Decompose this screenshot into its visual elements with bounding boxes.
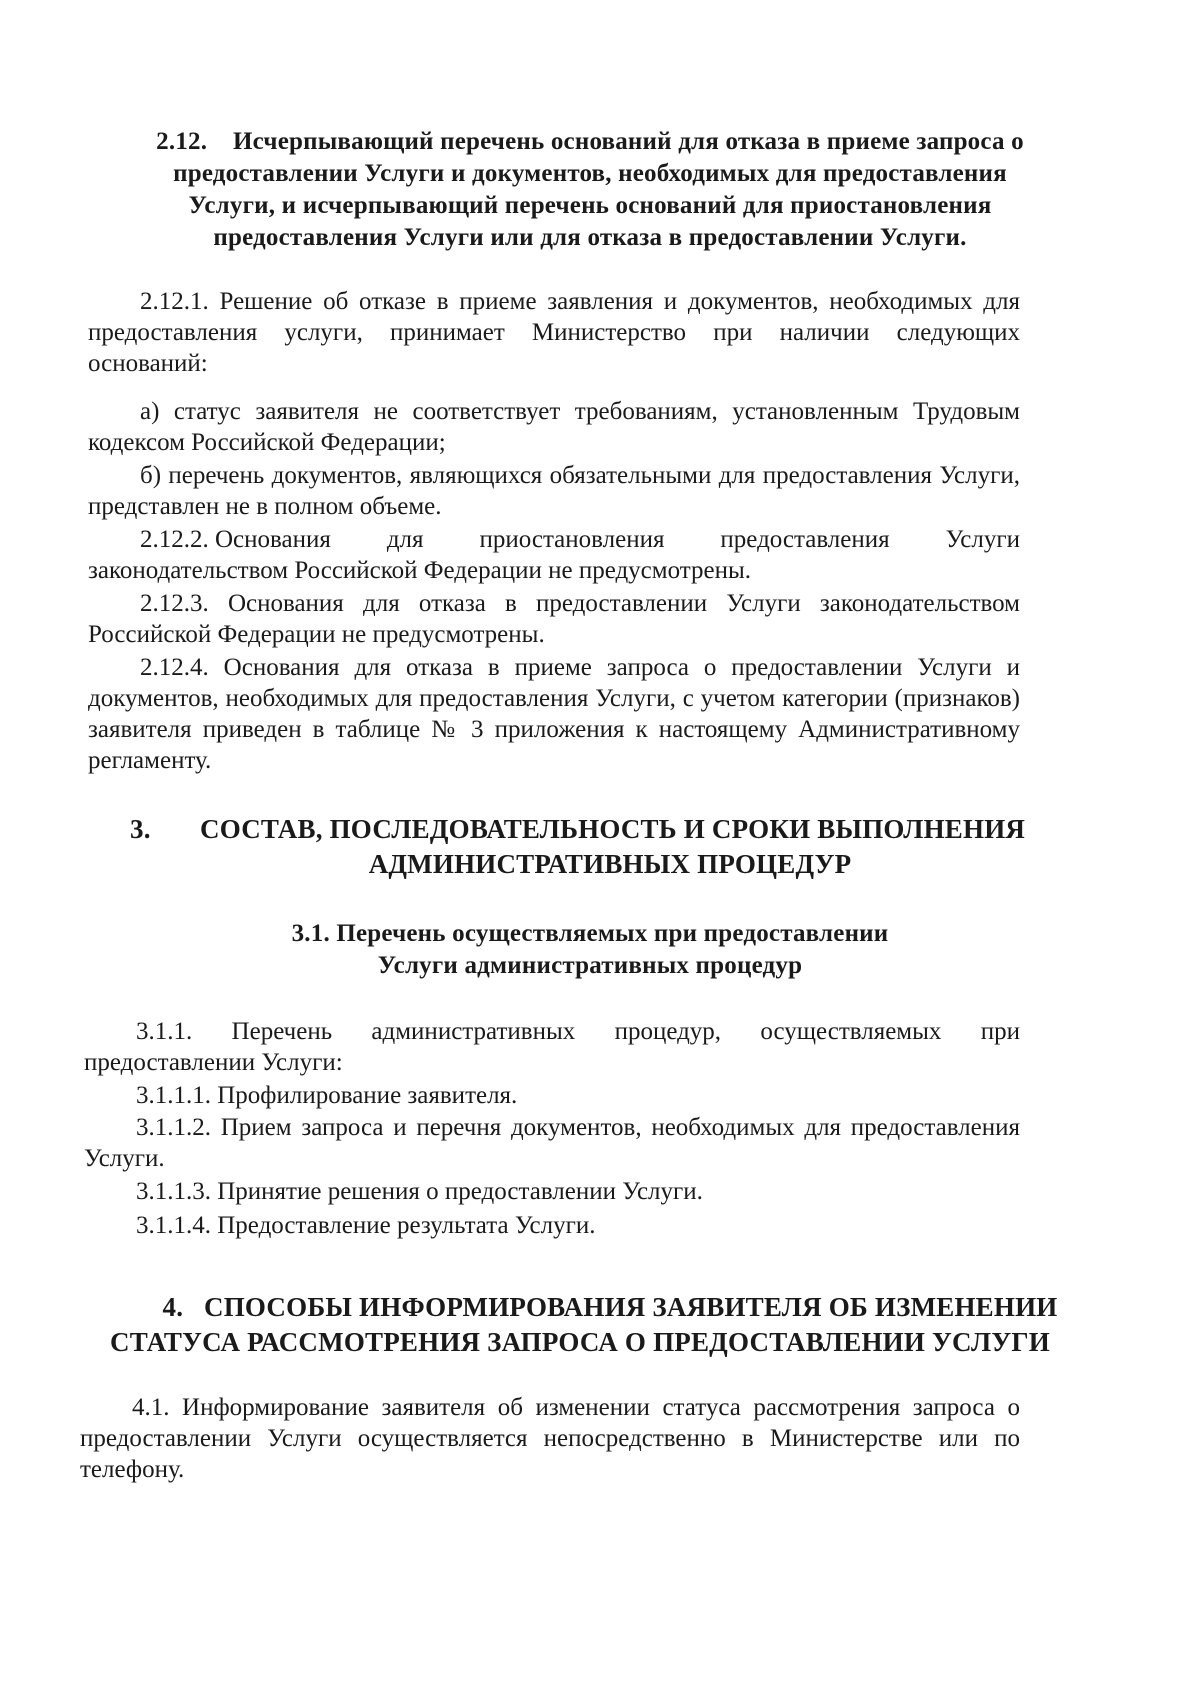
heading-line: Услуги, и исчерпывающий перечень оснований для приостановления <box>188 192 992 219</box>
word: осуществляемых <box>760 1018 942 1045</box>
word: для <box>386 526 424 553</box>
word: 2.12.2. Основания <box>140 526 331 553</box>
word: процедур, <box>614 1018 722 1045</box>
list-item-3-1-1-3: 3.1.1.3. Принятие решения о предоставлении Услуги. <box>136 1178 703 1205</box>
paragraph-2-12-1: 2.12.1. Решение об отказе в приеме заявления и документов, необходимых для предоставления услуги, принимает Министерство при наличии следующих оснований: <box>88 288 1020 377</box>
paragraph-2-12-1-b: б) перечень документов, являющихся обязательными для предоставления Услуги, представлен не в полном объеме. <box>88 462 1020 520</box>
paragraph-4-1: 4.1. Информирование заявителя об изменении статуса рассмотрения запроса о предоставлении Услуги осуществляется непосредственно в Министерстве или по телефону. <box>80 1394 1020 1483</box>
list-item-3-1-1-2: 3.1.1.2. Прием запроса и перечня документов, необходимых для предоставления Услуги. <box>84 1114 1020 1172</box>
paragraph-3-1-1-line1 <box>84 1016 1020 1047</box>
paragraph-2-12-2-line2: законодательством Российской Федерации не предусмотрены. <box>88 557 752 584</box>
list-item-3-1-1-1: 3.1.1.1. Профилирование заявителя. <box>136 1082 518 1109</box>
subsection-3-1-line2: Услуги административных процедур <box>377 952 803 979</box>
section-3-title-line1: СОСТАВ, ПОСЛЕДОВАТЕЛЬНОСТЬ И СРОКИ ВЫПОЛНЕНИЯ <box>200 814 1026 844</box>
section-4-title-line1: 4. СПОСОБЫ ИНФОРМИРОВАНИЯ ЗАЯВИТЕЛЯ ОБ ИЗМЕНЕНИИ <box>162 1292 1058 1322</box>
paragraph-2-12-2-line1 <box>88 524 1020 555</box>
word: приостановления <box>479 526 665 553</box>
paragraph-2-12-4: 2.12.4. Основания для отказа в приеме запроса о предоставлении Услуги и документов, необходимых для предоставления Услуги, с учетом категории (признаков) заявителя приведен в таблице № 3 приложения к настоящему Административному регламенту. <box>88 654 1020 774</box>
paragraph-3-1-1 <box>84 1016 1020 1078</box>
paragraph-2-12-1-a: а) статус заявителя не соответствует требованиям, установленным Трудовым кодексом Российской Федерации; <box>88 398 1020 456</box>
word: при <box>980 1018 1020 1045</box>
section-2-12-heading <box>120 126 1060 254</box>
section-3-number: 3. <box>130 814 151 844</box>
word: предоставления <box>720 526 890 553</box>
paragraph-3-1-1-line2: предоставлении Услуги: <box>84 1049 343 1076</box>
word: Услуги <box>945 526 1020 553</box>
section-4-heading <box>80 1290 1080 1360</box>
section-3-heading-line1 <box>130 812 1060 847</box>
paragraph-2-12-3: 2.12.3. Основания для отказа в предоставлении Услуги законодательством Российской Федерации не предусмотрены. <box>88 590 1020 648</box>
heading-line: предоставления Услуги или для отказа в предоставлении Услуги. <box>213 224 967 251</box>
section-3-title-line2: АДМИНИСТРАТИВНЫХ ПРОЦЕДУР <box>368 849 852 879</box>
paragraph-2-12-2 <box>88 524 1020 586</box>
heading-line: предоставлении Услуги и документов, необходимых для предоставления <box>173 160 1007 187</box>
word: 3.1.1. <box>136 1018 193 1045</box>
word: Перечень <box>231 1018 333 1045</box>
word: административных <box>371 1018 576 1045</box>
section-4-title-line2: СТАТУСА РАССМОТРЕНИЯ ЗАПРОСА О ПРЕДОСТАВЛЕНИИ УСЛУГИ <box>110 1327 1050 1357</box>
heading-line: 2.12. Исчерпывающий перечень оснований для отказа в приеме запроса о <box>156 128 1024 155</box>
subsection-3-1-line1: 3.1. Перечень осуществляемых при предоставлении <box>291 920 889 947</box>
section-3-heading <box>130 812 1060 882</box>
list-item-3-1-1-4: 3.1.1.4. Предоставление результата Услуги. <box>136 1212 596 1239</box>
subsection-3-1-heading <box>150 918 1030 982</box>
